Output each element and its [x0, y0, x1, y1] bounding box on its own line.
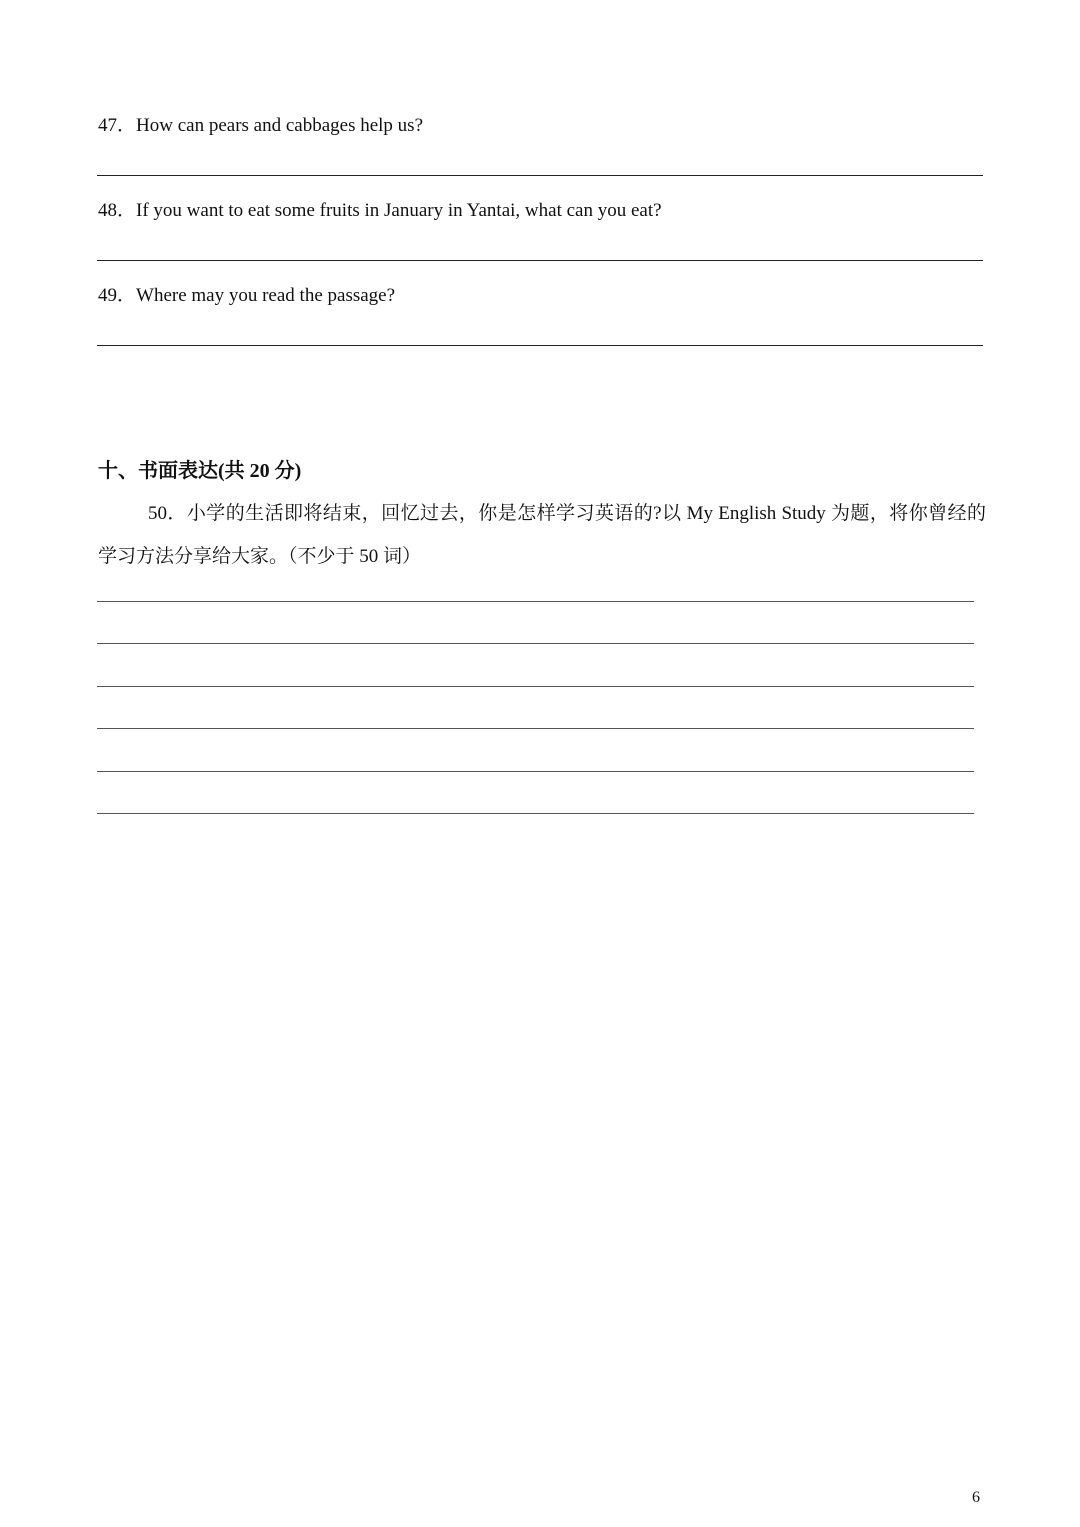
- question-48: [98, 199, 662, 223]
- page-number: 6: [972, 1489, 980, 1506]
- writing-line[interactable]: [97, 601, 974, 602]
- section-title: 十、书面表达(共 20 分): [98, 460, 302, 482]
- question-text: How can pears and cabbages help us?: [136, 115, 424, 136]
- writing-line[interactable]: [97, 771, 974, 772]
- answer-line-49[interactable]: [97, 345, 983, 346]
- answer-line-48[interactable]: [97, 260, 983, 261]
- writing-line[interactable]: [97, 686, 974, 687]
- prompt-number: 50．: [148, 503, 187, 524]
- question-number: 47．: [98, 115, 137, 136]
- writing-line[interactable]: [97, 728, 974, 729]
- question-text: Where may you read the passage?: [136, 285, 396, 306]
- writing-prompt: [98, 492, 986, 578]
- question-number: 49．: [98, 285, 137, 306]
- answer-line-47[interactable]: [97, 175, 983, 176]
- writing-line[interactable]: [97, 813, 974, 814]
- question-number: 48．: [98, 200, 137, 221]
- question-47: [98, 114, 423, 138]
- prompt-text: 小学的生活即将结束，回忆过去，你是怎样学习英语的?以 My English Study 为题，将你曾经的学习方法分享给大家。（不少于 50 词）: [98, 503, 986, 567]
- question-text: If you want to eat some fruits in January in Yantai, what can you eat?: [136, 200, 662, 221]
- writing-line[interactable]: [97, 643, 974, 644]
- question-49: [98, 284, 395, 308]
